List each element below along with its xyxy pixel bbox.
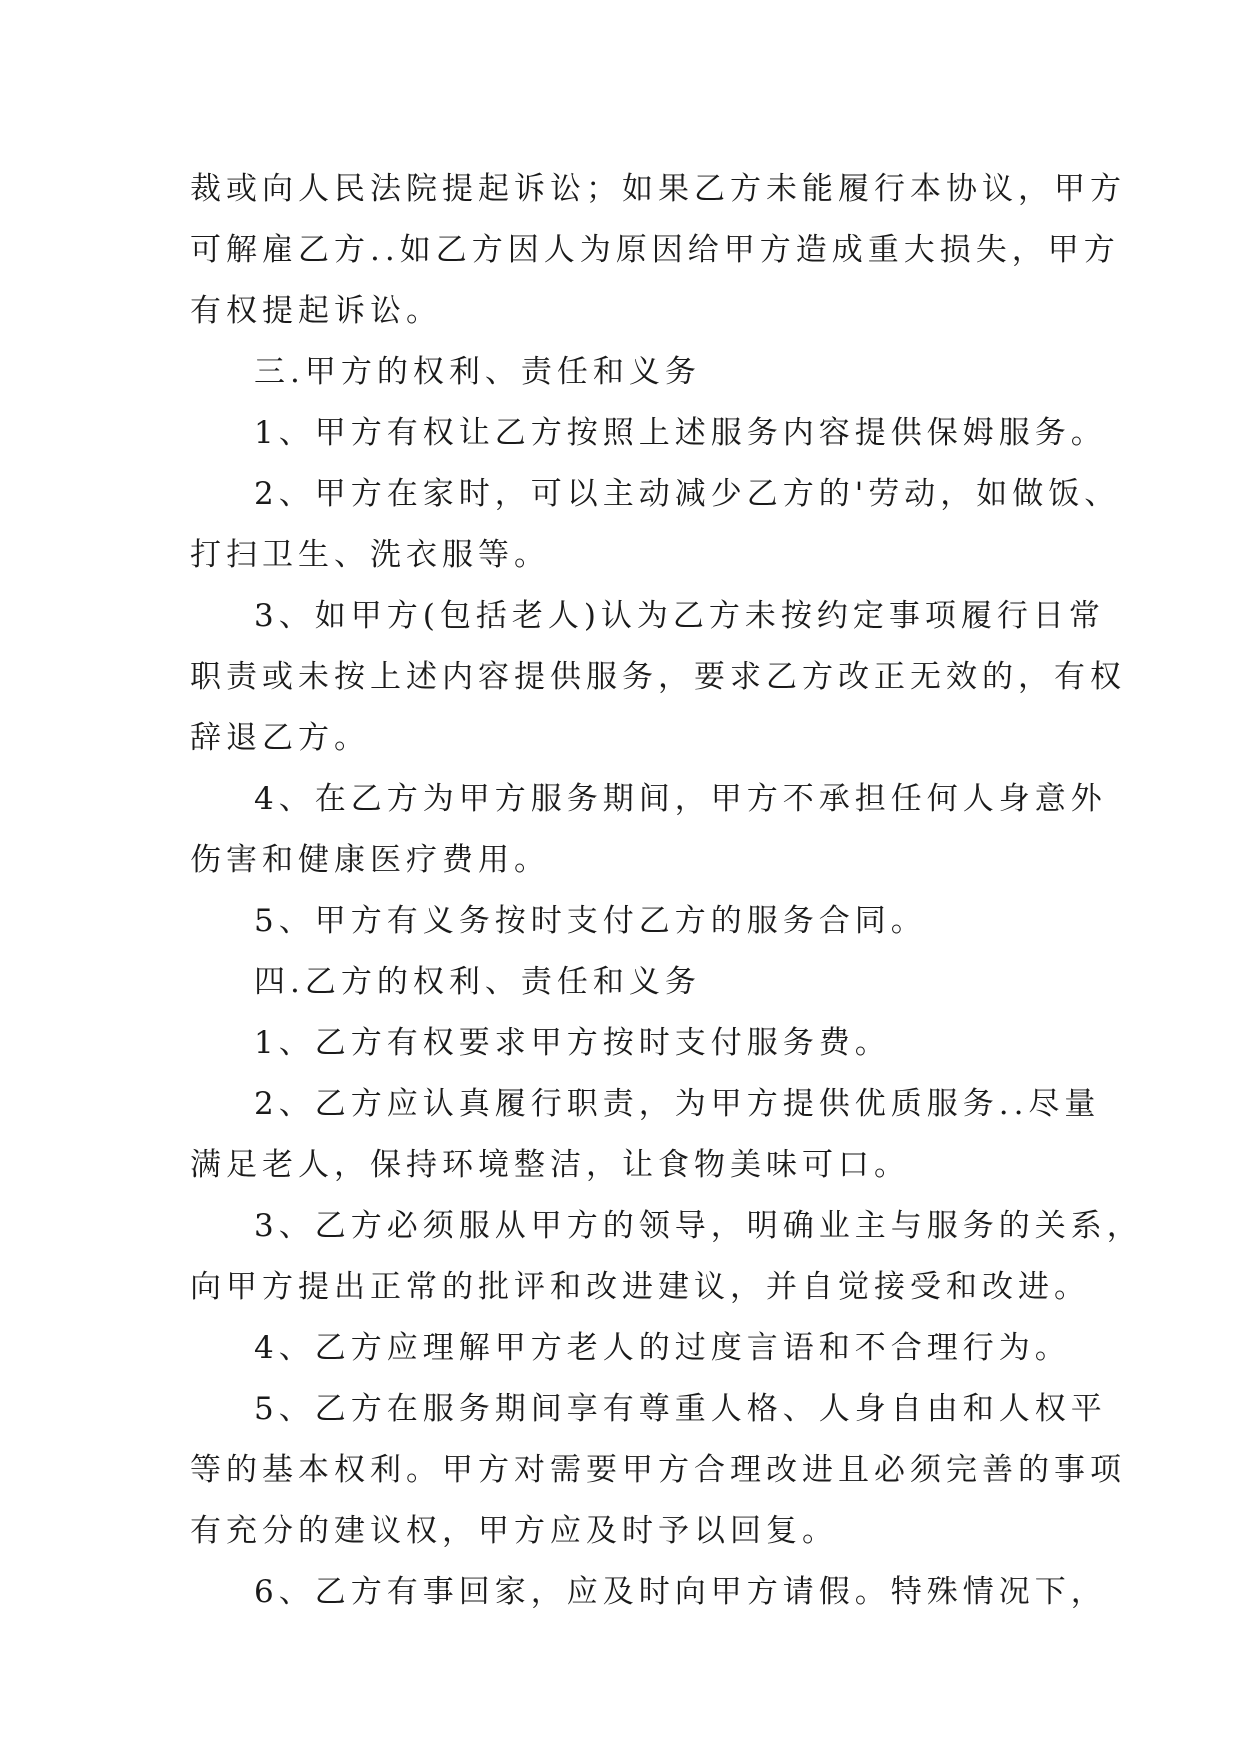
text-line: 1、甲方有权让乙方按照上述服务内容提供保姆服务。 (254, 415, 1107, 451)
text-line: 等的基本权利。甲方对需要甲方合理改进且必须完善的事项 (190, 1452, 1126, 1488)
text-line: 3、乙方必须服从甲方的领导，明确业主与服务的关系， (254, 1208, 1143, 1244)
text-line: 伤害和健康医疗费用。 (190, 842, 550, 878)
text-line: 打扫卫生、洗衣服等。 (190, 537, 550, 573)
text-line: 5、甲方有义务按时支付乙方的服务合同。 (254, 903, 927, 939)
text-line: 3、如甲方(包括老人)认为乙方未按约定事项履行日常 (254, 598, 1105, 634)
document-body (190, 159, 1143, 1623)
text-line: 4、在乙方为甲方服务期间，甲方不承担任何人身意外 (254, 781, 1107, 817)
text-line: 4、乙方应理解甲方老人的过度言语和不合理行为。 (254, 1330, 1071, 1366)
text-line: 可解雇乙方..如乙方因人为原因给甲方造成重大损失，甲方 (190, 232, 1120, 268)
text-line: 职责或未按上述内容提供服务，要求乙方改正无效的，有权 (190, 659, 1126, 695)
section-heading-party-a: 三.甲方的权利、责任和义务 (254, 354, 701, 390)
text-line: 裁或向人民法院提起诉讼；如果乙方未能履行本协议，甲方 (190, 171, 1126, 207)
text-line: 2、甲方在家时，可以主动减少乙方的'劳动，如做饭、 (254, 476, 1121, 512)
text-line: 辞退乙方。 (190, 720, 370, 756)
text-line: 5、乙方在服务期间享有尊重人格、人身自由和人权平 (254, 1391, 1107, 1427)
section-heading-party-b: 四.乙方的权利、责任和义务 (254, 964, 701, 1000)
text-line: 向甲方提出正常的批评和改进建议，并自觉接受和改进。 (190, 1269, 1090, 1305)
text-line: 有充分的建议权，甲方应及时予以回复。 (190, 1513, 838, 1549)
text-line: 1、乙方有权要求甲方按时支付服务费。 (254, 1025, 891, 1061)
text-line: 6、乙方有事回家，应及时向甲方请假。特殊情况下， (254, 1574, 1107, 1610)
text-line: 满足老人，保持环境整洁，让食物美味可口。 (190, 1147, 910, 1183)
text-line: 2、乙方应认真履行职责，为甲方提供优质服务..尽量 (254, 1086, 1101, 1122)
text-line: 有权提起诉讼。 (190, 293, 442, 329)
